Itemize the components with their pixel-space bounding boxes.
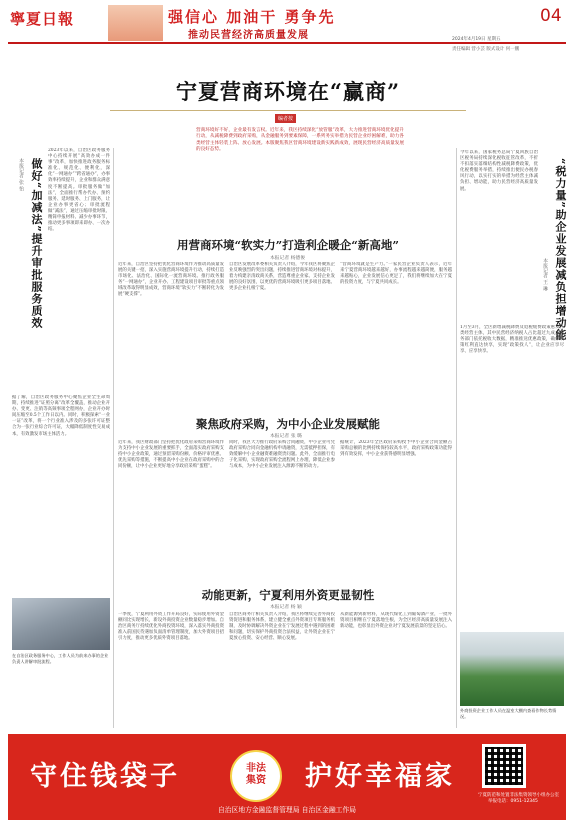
newspaper-logo: 寧夏日報 bbox=[10, 10, 75, 28]
left-article-byline: 本报记者 张 怡 bbox=[18, 158, 24, 192]
headline-divider bbox=[110, 110, 466, 111]
left-article-paragraph: 2023年以来，自治区政务服务中心持续开展“高效办成一件事”改革，加快推进政务服务标准化、规范化、便利化，深化“一网通办”“跨省通办”，办事效率持续提升，企业和群众满意度不断提高。审批服务做“加法”，全面推行帮办代办、预约服务、延时服务、上门服务，让企业办事更省心；审批流程做“减法”，通过压缩审批时限、精简申报材料、减少办事环节，推动更多事项即来即办、一次办结。 bbox=[48, 148, 110, 233]
ad-hotline: 举报电话：0951-12345 bbox=[488, 799, 538, 804]
right-article-title: “税力量”助企业发展减负担增动能 bbox=[554, 158, 567, 341]
badge-line1: 非法 bbox=[246, 763, 266, 774]
section3-paragraph: 一季度，宁夏利用外资工作开局良好，实际使用外资金额同比实现增长，新设外商投资企业数量稳步增加。自治区商务厅持续优化外商投资环境，深入落实外商投资准入前国民待遇加负面清单管理制度，加大外资项目招引力度，推动更多优质外资项目落地。 bbox=[118, 612, 224, 642]
illegal-fundraising-badge bbox=[230, 750, 282, 802]
ad-left-slogan: 守住钱袋子 bbox=[30, 761, 180, 792]
banner-slogan: 强信心 加油干 勇争先 bbox=[168, 8, 336, 26]
footer-advertisement bbox=[8, 734, 566, 820]
editor-note-text: 营商环境好不好，企业最有发言权。近年来，我区持续深化“放管服”改革，大力推进营商环境优化提升行动，从减税降费到政府采购，从金融服务到要素保障，一系列务实举措为民营企业纾困解难，助力各类经营主体轻装上阵、放心发展。本版聚焦我区营商环境建设新实践新成效，展现民营经济高质量发展的良好态势。 bbox=[196, 128, 404, 153]
section1-byline: 本报记者 杨德俊 bbox=[270, 256, 306, 261]
issue-date: 2024年4月19日 星期五 bbox=[452, 37, 501, 42]
section2-paragraph: 同时，我区大力推行政府采购合同融资，中小企业可凭政府采购合同向金融机构申请融资，无需抵押担保，有效缓解中小企业融资难融资贵问题。此外，全面推行电子化采购，实现政府采购全流程网上办理，降低企业参与成本，为中小企业发展注入源源不断的动力。 bbox=[229, 440, 335, 470]
left-article-photo bbox=[12, 598, 110, 650]
section3-paragraph: 自治区商务厅相关负责人介绍，我区将继续完善外商投资促进和服务体系，建立健全重点外资项目专班服务机制，及时协调解决外资企业在宁发展过程中遇到的困难和问题，切实保护外商投资合法权益，让外资企业在宁夏放心投资、安心经营、顺心发展。 bbox=[229, 612, 335, 642]
banner-image bbox=[108, 5, 163, 41]
section1-paragraph: 近年来，自治区坚持把优化营商环境作为推动高质量发展的关键一招，深入实施营商环境提升行动，持续打造市场化、法治化、国际化一流营商环境。推行政务服务“一网通办”，企业开办、工程建设项目审批等重点领域改革取得明显成效，营商环境“软实力”不断转化为发展“硬支撑”。 bbox=[118, 262, 224, 298]
column-divider bbox=[113, 148, 114, 728]
ad-org-name: 宁夏防范和处置非法集资领导小组办公室 bbox=[478, 793, 559, 798]
right-article-byline: 本报记者 王 琳 bbox=[542, 258, 548, 292]
left-photo-caption: 在自治区政务服务中心，工作人员为前来办事的企业负责人讲解审批流程。 bbox=[12, 653, 109, 664]
banner-subtitle: 推动民营经济高质量发展 bbox=[188, 30, 309, 41]
right-photo-caption: 外商投资企业工作人员在温室大棚内查看作物长势情况。 bbox=[460, 708, 557, 719]
section3-paragraph: 从新能源到新材料，从现代煤化工到葡萄酒产业，一批外资项目相继在宁夏落地生根，为全区经济高质量发展注入新动能，也彰显出外资企业对宁夏发展前景的坚定信心。 bbox=[340, 612, 452, 630]
header-banner bbox=[108, 5, 408, 41]
section1-paragraph: 自治区发展改革委相关负责人介绍，今年我区将聚焦企业反映强烈的突出问题，持续推进营商环境对标提升，着力构建亲清政商关系，营造尊重企业家、支持企业发展的良好氛围，以更优的营商环境吸引更多项目落地、更多企业扎根宁夏。 bbox=[229, 262, 335, 292]
editor-note-tag: 编者按 bbox=[275, 114, 296, 123]
section3-title: 动能更新，宁夏利用外资更显韧性 bbox=[201, 588, 375, 602]
section2-paragraph: 据统计，2023年全区政府采购授予中小企业合同金额占采购总额的比例持续保持较高水平，政府采购政策功能得到有效发挥，中小企业获得感明显增强。 bbox=[340, 440, 452, 458]
right-article-paragraph: 1月至3月，全区新增减税降费及退税缓费政策惠及各类经营主体，其中民营经济纳税人占比超过九成。税务部门依托税收大数据，精准推送优惠政策，确保政策红利直达快享，实现“政策找人”，让企业应享尽享、应享快享。 bbox=[460, 325, 564, 355]
section2-title: 聚焦政府采购，为中小企业发展赋能 bbox=[196, 417, 380, 431]
section2-paragraph: 近年来，我区财政部门坚持把优化政府采购营商环境作为支持中小企业发展的重要抓手，全面落实政府采购支持中小企业政策，通过预留采购份额、价格评审优惠、优先采购等措施，不断提高中小企业在政府采购中的合同份额，让中小企业更好地分享政府采购“蛋糕”。 bbox=[118, 440, 224, 470]
column-divider bbox=[456, 148, 457, 728]
page-headline: 宁夏营商环境在“赢商” bbox=[175, 79, 401, 104]
badge-line2: 集资 bbox=[246, 775, 266, 786]
left-article-paragraph: 据了解，自治区政务服务中心聚焦企业全生命周期，持续推进“证照分离”改革全覆盖，推动企业开办、变更、注销等高频事项全程网办，企业开办时间压缩至0.5个工作日以内。同时，积极探索“一业一证”改革，将一个行业准入涉及的多张许可证整合为一张行业综合许可证，大幅降低制度性交易成本，有效激发市场主体活力。 bbox=[12, 395, 110, 437]
section1-paragraph: “营商环境就是生产力。”一家民营企业负责人表示，近年来宁夏营商环境越来越好，办事流程越来越简便，服务越来越贴心，企业发展信心更足了，我们将继续加大在宁夏的投资力度，与宁夏共同成长。 bbox=[340, 262, 452, 286]
right-article-paragraph: 今年以来，国家税务总局宁夏回族自治区税务局持续深化税收征管改革，不折不扣落实落细结构性减税降费政策，优化税费服务举措，持续推出便民办税春风行动，以实打实的举措为经营主体减负担、增动能，助力民营经济高质量发展。 bbox=[460, 150, 538, 192]
ad-sponsor-line: 自治区地方金融监督管理局 自治区金融工作局 bbox=[217, 806, 357, 814]
left-article-title: 做好“加减法”提升审批服务质效 bbox=[30, 158, 43, 329]
section2-byline: 本报记者 张 璐 bbox=[270, 434, 302, 439]
ad-right-slogan: 护好幸福家 bbox=[305, 761, 455, 792]
header-divider bbox=[8, 42, 566, 44]
page-number: 04 bbox=[540, 6, 562, 26]
greenhouse-photo bbox=[460, 632, 564, 706]
section3-byline: 本报记者 杨 颖 bbox=[270, 605, 302, 610]
editor-credit: 责任编辑 营小芸 版式设计 何一鹏 bbox=[452, 47, 520, 52]
qr-code-icon bbox=[482, 744, 526, 788]
section1-title: 用营商环境“软实力”打造利企暖企“新高地” bbox=[177, 238, 399, 252]
